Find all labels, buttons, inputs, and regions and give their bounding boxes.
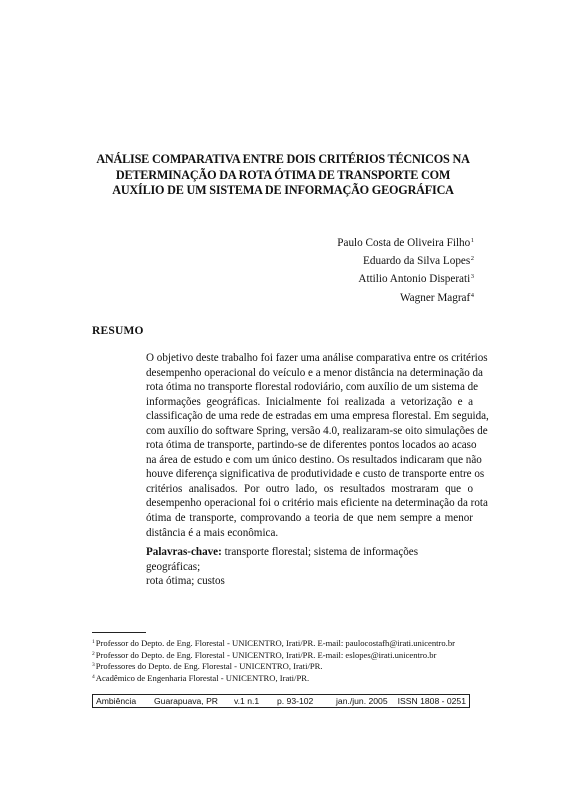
journal-date: jan./jun. 2005 <box>336 696 388 706</box>
author-name: Paulo Costa de Oliveira Filho <box>337 237 471 249</box>
footnotes <box>92 637 482 683</box>
journal-pages: p. 93-102 <box>277 696 314 706</box>
journal-place: Guarapuava, PR <box>154 696 219 706</box>
author-name: Wagner Magraf <box>400 291 471 304</box>
author-footnote-mark: 3 <box>470 273 474 281</box>
abstract-text <box>146 351 489 540</box>
abstract-line: ótima de transporte, comprovando a teoria de que nem sempre a menor <box>146 512 473 525</box>
abstract-line: houve diferença significativa de produtividade e custo de transporte entre os <box>146 468 485 481</box>
abstract-line: informações geográficas. Inicialmente foi realizada a vetorização e a <box>146 395 473 408</box>
author <box>337 233 474 251</box>
abstract-line: rota ótima no transporte florestal rodoviário, com auxílio de um sistema de <box>146 381 479 394</box>
journal-citation-bar <box>92 694 470 708</box>
author-list <box>337 233 474 306</box>
footnote <box>92 672 482 684</box>
abstract-line: O objetivo deste trabalho foi fazer uma análise comparativa entre os critérios <box>146 352 488 364</box>
author-name: Attilio Antonio Disperati <box>358 273 471 286</box>
keywords <box>146 545 473 589</box>
keywords-label: Palavras-chave: <box>146 546 222 558</box>
abstract-line: critérios analisados. Por outro lado, os resultados mostraram que o <box>146 482 473 495</box>
article-title <box>90 152 476 199</box>
footnote <box>92 660 482 672</box>
section-heading-resumo: RESUMO <box>92 325 144 337</box>
keywords-line: rota ótima; custos <box>146 575 225 588</box>
author-footnote-mark: 2 <box>470 255 474 263</box>
footnote-text: Acadêmico de Engenharia Florestal - UNICENTRO, Irati/PR. <box>95 672 310 683</box>
footnote <box>92 637 482 649</box>
footnote-mark: 4 <box>92 673 95 680</box>
footnote-mark: 2 <box>92 650 95 657</box>
abstract-line: distância é a mais econômica. <box>146 526 279 539</box>
abstract-line: na área de estudo e com um único destino. Os resultados indicaram que não <box>146 453 482 466</box>
abstract-line: desempenho operacional foi o critério mais eficiente na determinação da rota <box>146 497 488 510</box>
keywords-text: transporte florestal; sistema de informações geográficas; <box>146 546 419 573</box>
title-line: AUXÍLIO DE UM SISTEMA DE INFORMAÇÃO GEOGRÁFICA <box>112 183 454 197</box>
abstract-line: classificação de uma rede de estradas em uma empresa florestal. Em seguida, <box>146 410 489 423</box>
footnote-text: Professor do Depto. de Eng. Florestal - UNICENTRO, Irati/PR. E-mail: paulocostafh@irati.unicentro.br <box>95 638 455 648</box>
title-line: ANÁLISE COMPARATIVA ENTRE DOIS CRITÉRIOS TÉCNICOS NA <box>96 152 470 166</box>
abstract-line: rota ótima de transporte, partindo-se de diferentes pontos locados ao acaso <box>146 439 477 452</box>
author <box>337 269 474 287</box>
keywords-line <box>146 545 473 574</box>
title-line: DETERMINAÇÃO DA ROTA ÓTIMA DE TRANSPORTE COM <box>115 167 451 182</box>
abstract-line: com auxílio do software Spring, versão 4.0, realizaram-se oito simulações de <box>146 424 488 437</box>
abstract-line: desempenho operacional do veículo e a menor distância na determinação da <box>146 366 483 379</box>
author <box>337 288 474 306</box>
author-footnote-mark: 1 <box>470 237 474 244</box>
footnote-text: Professor do Depto. de Eng. Florestal - UNICENTRO, Irati/PR. E-mail: eslopes@irati.unicentro.br <box>95 649 437 660</box>
journal-volume: v.1 n.1 <box>234 696 260 706</box>
author-footnote-mark: 4 <box>470 291 474 299</box>
footnote-text: Professores do Depto. de Eng. Florestal - UNICENTRO, Irati/PR. <box>95 661 323 672</box>
author-name: Eduardo da Silva Lopes <box>363 255 471 268</box>
footnote-divider <box>92 632 146 633</box>
footnote-mark: 1 <box>92 639 95 645</box>
author <box>337 251 474 269</box>
journal-issn: ISSN 1808 - 0251 <box>397 696 466 706</box>
journal-name: Ambiência <box>96 696 137 706</box>
footnote <box>92 649 482 661</box>
footnote-mark: 3 <box>92 662 95 669</box>
